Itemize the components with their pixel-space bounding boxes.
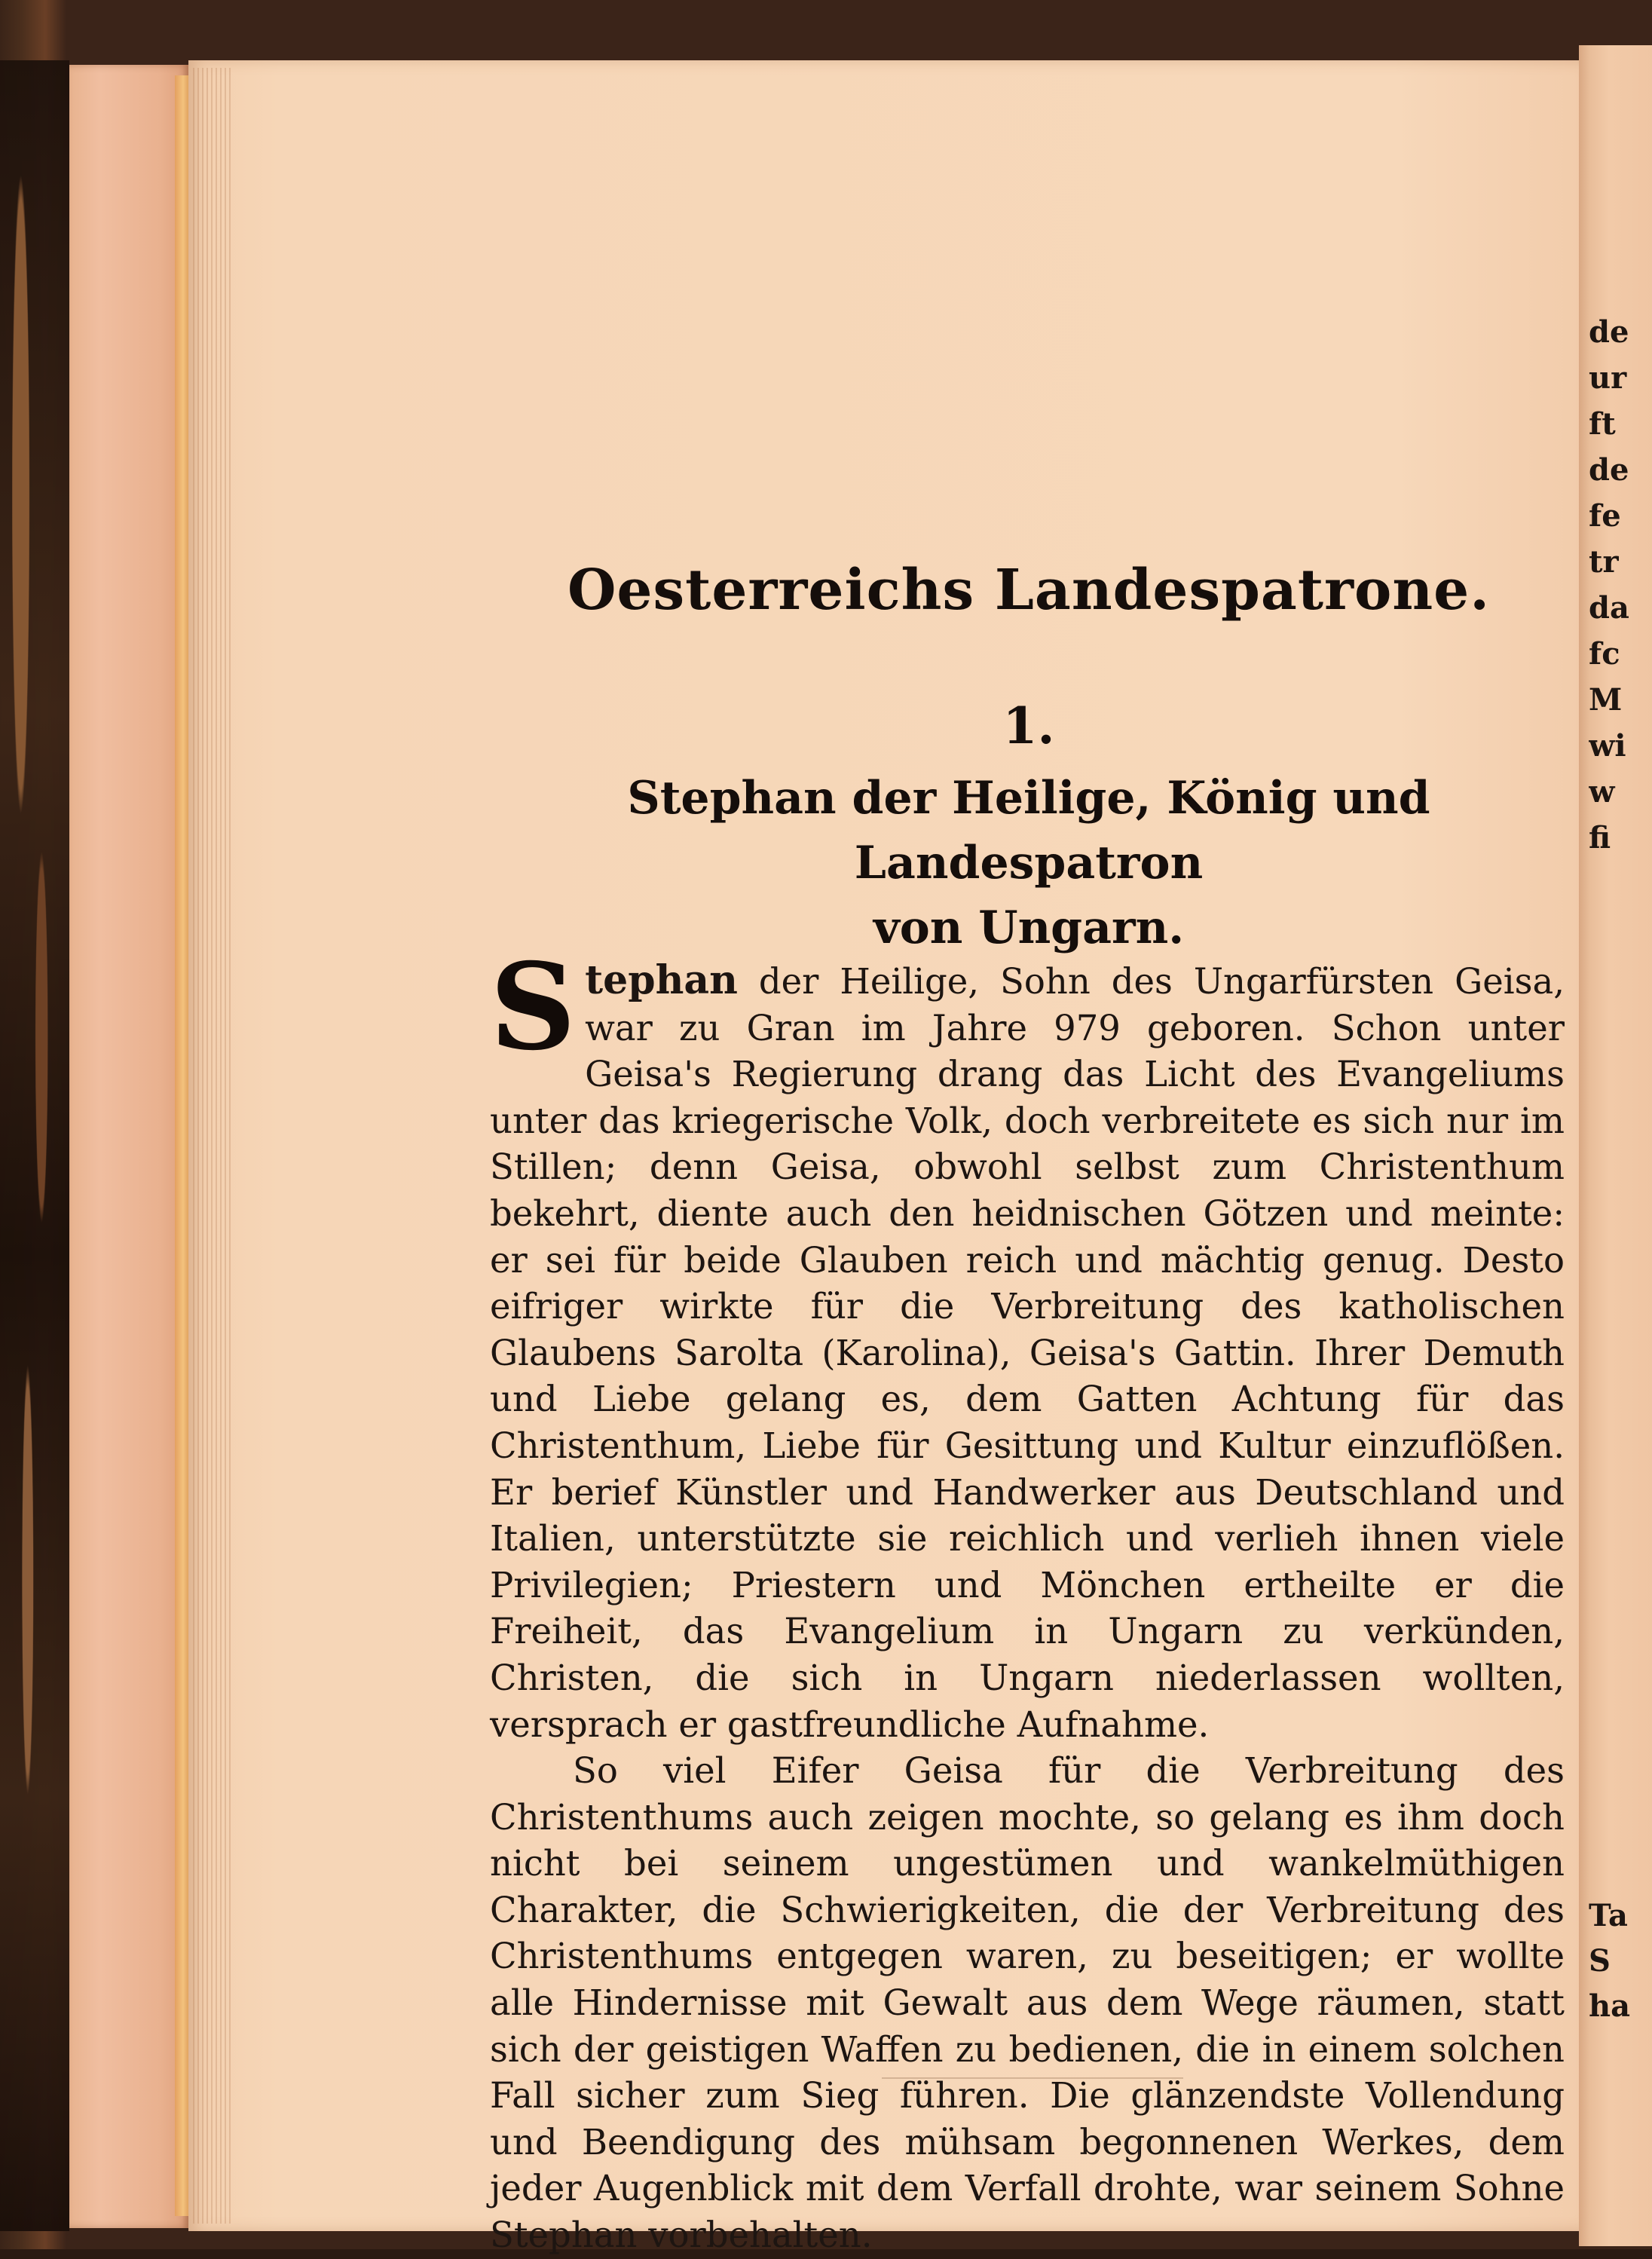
paragraph [490,938,1565,1748]
left-page-leaves [69,65,190,2228]
first-word: tephan [585,957,738,1003]
paragraph-text: der Heilige, Sohn des Ungarfürsten Geisa, war zu Gran im Jahre 979 geboren. Schon unter Geisa's Regierung drang das Licht des Evangeliums unter das kriegerische Volk, doch verbreitete es sich nur im Stillen; denn Geisa, obwohl selbst zum Christenthum bekehrt, diente auch den heidnischen Götzen und meinte: er sei für beide Glauben reich und mächtig genug. Desto eifriger wirkte für die Verbreitung des katholischen Glaubens Sarolta (Karolina), Geisa's Gattin. Ihrer Demuth und Liebe gelang es, dem Gatten Achtung für das Christenthum, Liebe für Gesittung und Kultur einzuflößen. Er berief Künstler und Handwerker aus Deutschland und Italien, unterstützte sie reichlich und verlieh ihnen viele Privilegien; Priestern und Mönchen ertheilte er die Freiheit, das Evangelium in Ungarn zu verkünden, Christen, die sich in Ungarn niederlassen wollten, versprach er gastfreundliche Aufnahme. [490,961,1565,1745]
page-title: Oesterreichs Landespatrone. [567,558,1491,623]
marbled-cover-edge [0,60,69,2231]
paragraph: So viel Eifer Geisa für die Verbreitung des Christenthums auch zeigen mochte, so gelang es ihm doch nicht bei seinem ungestümen und wankelmüthigen Charakter, die Schwierigkeiten, die der Verbreitung des Christenthums entgegen waren, zu beseitigen; er wollte alle Hindernisse mit Gewalt aus dem Wege räumen, statt sich der geistigen Waffen zu bedienen, die in einem solchen Fall sicher zum Sieg führen. Die glänzendste Vollendung und Beendigung des mühsam begonnenen Werkes, dem jeder Augenblick mit dem Verfall drohte, war seinem Sohne Stephan vorbehalten. [490,1750,1565,2256]
chapter-title-line: von Ungarn. [873,901,1185,954]
fragment: fc [1589,636,1620,672]
fragment: de [1589,452,1629,488]
fragment: ur [1589,360,1627,396]
fragment: fe [1589,498,1621,534]
chapter-title [490,766,1568,960]
fragment: de [1589,314,1629,350]
fragment: tr [1589,544,1619,580]
body-text [490,938,1565,2259]
drop-cap: S [490,938,577,1077]
fragment: M [1589,682,1623,718]
fragment: w [1589,774,1615,810]
page-stack-edge [193,68,231,2224]
adjacent-page-fragments-lower [1589,1893,1652,2029]
fragment: S [1589,1943,1611,1979]
fragment: ft [1589,406,1616,442]
fragment: ha [1589,1988,1630,2024]
fragment: da [1589,590,1629,626]
fragment: Ta [1589,1898,1628,1933]
chapter-number: 1. [1002,696,1055,755]
chapter-title-line: Stephan der Heilige, König und Landespatron [627,772,1430,889]
fragment: wi [1589,728,1626,764]
fragment: fi [1589,820,1611,856]
adjacent-page-fragments [1589,309,1652,861]
